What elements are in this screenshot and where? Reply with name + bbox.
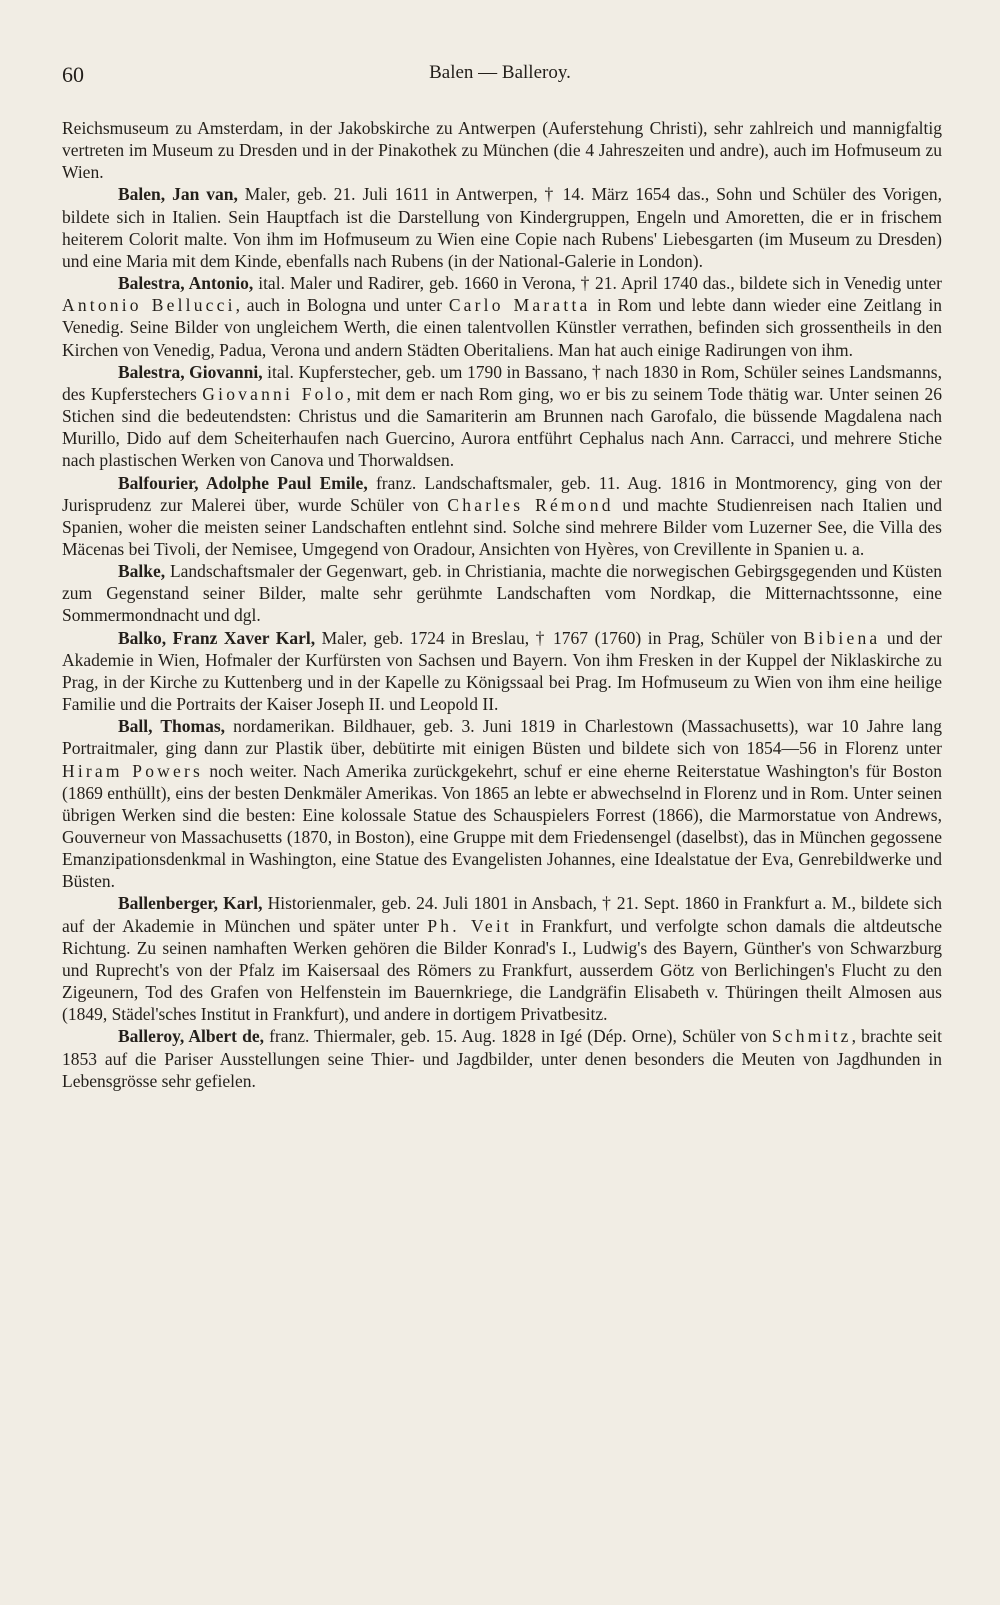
entry-name: Balko, Franz Xaver Karl,	[118, 627, 316, 648]
page-header	[62, 62, 938, 92]
entry-text: Maler, geb. 1724 in Breslau, † 1767 (1760) in Prag, Schüler von	[315, 627, 804, 648]
spaced-name: Schmitz	[771, 1026, 852, 1047]
entry-name: Balleroy, Albert de,	[118, 1026, 264, 1047]
entry-balen-jan-van	[62, 183, 942, 272]
spaced-name: Carlo Maratta	[448, 295, 591, 316]
entry-text: noch weiter. Nach Amerika zurückgekehrt, schuf er eine eherne Reiterstatue Washington's für Boston (1869 enthüllt), eins der besten Denkmäler Amerikas. Von 1865 an lebte er abwechselnd in Florenz und in Rom. Unter seinen übrigen Werken sind die besten: Eine kolossale Statue des Schauspielers Forrest (1866), die Marmorstatue von Andrews, Gouverneur von Massachusetts (1870, in Boston), eine Gruppe mit dem Friedensengel (daselbst), das in München gegossene Emanzipationsdenkmal in Washington, eine Statue des Evangelisten Johannes, eine Idealstatue der Eva, Genrebildwerke und Büsten.	[62, 760, 942, 892]
entry-balfourier	[62, 472, 942, 561]
entry-text: Landschaftsmaler der Gegenwart, geb. in Christiania, machte die norwegischen Gebirgsgegenden und Küsten zum Gegenstand seiner Bilder, malte sehr gerühmte Landschaften vom Nordkap, die Mitternachtssonne, eine Sommermondnacht und dgl.	[62, 561, 942, 626]
entry-text: Reichsmuseum zu Amsterdam, in der Jakobskirche zu Antwerpen (Auferstehung Christi), sehr zahlreich und mannigfaltig vertreten im Museum zu Dresden und in der Pinakothek zu München (die 4 Jahreszeiten und andre), auch im Hofmuseum zu Wien.	[62, 118, 942, 183]
spaced-name: Bibiena	[803, 627, 881, 648]
entry-continuation	[62, 117, 942, 183]
entry-name: Ballenberger, Karl,	[118, 893, 263, 914]
entry-text: , brachte seit 1853 auf die Pariser Ausstellungen seine Thier- und Jagdbilder, unter denen besonders die Meuten von Jagdhunden in Lebensgrösse sehr gefielen.	[62, 1026, 942, 1091]
entry-balko	[62, 627, 942, 716]
entry-text: Historienmaler, geb. 24. Juli 1801 in Ansbach, † 21. Sept. 1860 in Frankfurt a. M., bildete sich auf der Akademie in München und später unter	[62, 893, 942, 936]
entry-ballenberger	[62, 892, 942, 1025]
entry-name: Balestra, Giovanni,	[118, 361, 263, 382]
page-body	[62, 117, 942, 1092]
entry-text: und der Akademie in Wien, Hofmaler der Kurfürsten von Sachsen und Bayern. Von ihm Fresken in der Kuppel der Niklaskirche zu Prag, in der Kirche zu Kuttenberg und in der Kapelle zu Königssaal bei Prag. Im Hofmuseum zu Wien von ihm eine heilige Familie und die Portraits der Kaiser Joseph II. und Leopold II.	[62, 627, 942, 715]
entry-text: und machte Studienreisen nach Italien und Spanien, woher die meisten seiner Landschaften entlehnt sind. Solche sind mehrere Bilder vom Luzerner See, die Villa des Mäcenas bei Tivoli, der Nemisee, Umgegend von Oradour, Ansichten von Hyères, von Crevillente in Spanien u. a.	[62, 494, 942, 559]
entry-text: , mit dem er nach Rom ging, wo er bis zu seinem Tode thätig war. Unter seinen 26 Stichen sind die bedeutendsten: Christus und die Samariterin am Brunnen nach Garofalo, die büssende Magdalena nach Murillo, Dido auf dem Scheiterhaufen nach Guercino, Aurora entführt Cephalus nach Ann. Carracci, und mehrere Stiche nach plastischen Werken von Canova und Thorwaldsen.	[62, 383, 942, 471]
entry-text: Maler, geb. 21. Juli 1611 in Antwerpen, † 14. März 1654 das., Sohn und Schüler des Vorigen, bildete sich in Italien. Sein Hauptfach ist die Darstellung von Kindergruppen, Engeln und Amoretten, die er in frischem heiterem Colorit malte. Von ihm im Hofmuseum zu Wien eine Copie nach Rubens' Liebesgarten (im Museum zu Dresden) und eine Maria mit dem Kinde, ebenfalls nach Rubens (in der National-Galerie in London).	[62, 184, 942, 271]
entry-text: in Rom und lebte dann wieder eine Zeitlang in Venedig. Seine Bilder von ungleichem Werth, die einen talentvollen Künstler verrathen, befinden sich grossentheils in den Kirchen von Venedig, Padua, Verona und andern Städten Oberitaliens. Man hat auch einige Radirungen von ihm.	[62, 295, 943, 360]
entry-text: ital. Kupferstecher, geb. um 1790 in Bassano, † nach 1830 in Rom, Schüler seines Landsmanns, des Kupferstechers	[62, 361, 942, 404]
spaced-name: Ph. Veit	[427, 915, 512, 936]
entry-balleroy	[62, 1025, 942, 1091]
entry-text: in Frankfurt, und verfolgte schon damals die altdeutsche Richtung. Zu seinen namhaften Werken gehören die Bilder Konrad's I., Ludwig's des Bayern, Günther's von Schwarzburg und Ruprecht's von der Pfalz im Kaisersaal des Römers zu Frankfurt, ausserdem Götz von Berlichingen's Flucht zu den Zigeunern, Tod des Grafen von Helfenstein im Bauernkriege, die Landgräfin Elisabeth v. Thüringen theilt Almosen aus (1849, Städel'sches Institut in Frankfurt), und andere in dortigem Privatbesitz.	[62, 915, 942, 1025]
spaced-name: Antonio Bellucci	[62, 295, 236, 316]
entry-name: Balke,	[118, 561, 166, 582]
entry-text: franz. Thiermaler, geb. 15. Aug. 1828 in Igé (Dép. Orne), Schüler von	[263, 1026, 772, 1047]
entry-balestra-antonio	[62, 272, 942, 361]
page-number: 60	[62, 62, 84, 87]
entry-name: Balen, Jan van,	[118, 184, 238, 205]
entry-balestra-giovanni	[62, 361, 942, 472]
spaced-name: Hiram Powers	[62, 760, 203, 781]
entry-text: , auch in Bologna und unter	[235, 295, 449, 316]
spaced-name: Giovanni Folo	[202, 383, 347, 404]
entry-name: Balestra, Antonio,	[118, 273, 254, 294]
entry-ball-thomas	[62, 715, 942, 892]
entry-balke	[62, 560, 942, 626]
entry-text: franz. Landschaftsmaler, geb. 11. Aug. 1816 in Montmorency, ging von der Jurisprudenz zur Malerei über, wurde Schüler von	[62, 472, 942, 515]
entry-name: Ball, Thomas,	[118, 716, 226, 737]
spaced-name: Charles Rémond	[447, 494, 614, 515]
entry-text: ital. Maler und Radirer, geb. 1660 in Verona, † 21. April 1740 das., bildete sich in Venedig unter	[253, 273, 942, 294]
running-title: Balen — Balleroy.	[429, 62, 571, 83]
entry-name: Balfourier, Adolphe Paul Emile,	[118, 472, 368, 493]
entry-text: nordamerikan. Bildhauer, geb. 3. Juni 1819 in Charlestown (Massachusetts), war 10 Jahre lang Portraitmaler, ging dann zur Plastik über, debütirte mit einigen Büsten und bildete sich von 1854—56 in Florenz unter	[62, 716, 942, 759]
